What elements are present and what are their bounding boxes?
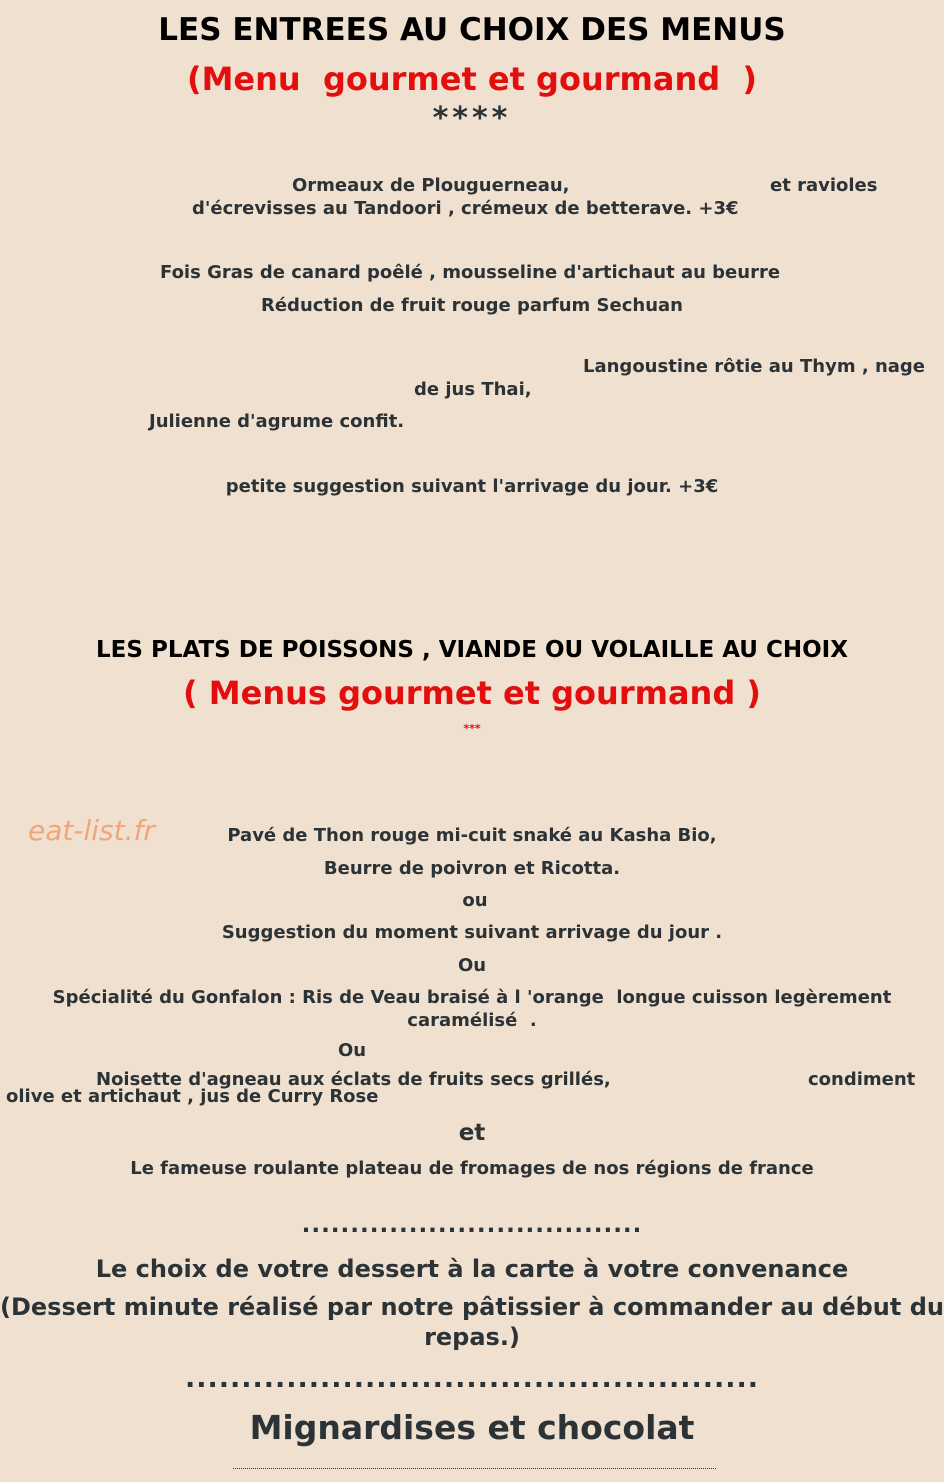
fromage-line: Le fameuse roulante plateau de fromages de nos régions de france <box>130 1158 814 1179</box>
dessert-line2a: (Dessert minute réalisé par notre pâtissier à commander au début du <box>0 1293 944 1321</box>
foie-gras-line1: Fois Gras de canard poêlé , mousseline d'artichaut au beurre <box>160 262 781 283</box>
suggestion-plat: Suggestion du moment suivant arrivage du jour . <box>221 922 723 943</box>
ou-separator-2: Ou <box>457 955 487 976</box>
langoustine-line2: de jus Thai, <box>414 379 532 400</box>
ou-separator-1: ou <box>462 890 488 911</box>
dessert-line1: Le choix de votre dessert à la carte à votre convenance <box>95 1255 849 1283</box>
bottom-dotted-rule <box>233 1468 716 1469</box>
ris-de-veau-line1: Spécialité du Gonfalon : Ris de Veau braisé à l 'orange longue cuisson legèrement <box>52 987 892 1008</box>
plats-stars: *** <box>463 722 481 735</box>
et-separator: et <box>458 1120 486 1146</box>
dots-separator-1: ................................... <box>301 1212 643 1238</box>
langoustine-line3: Julienne d'agrume confit. <box>149 411 405 432</box>
foie-gras-line2: Réduction de fruit rouge parfum Sechuan <box>260 295 683 316</box>
suggestion-entree: petite suggestion suivant l'arrivage du jour. +3€ <box>225 476 719 497</box>
thon-line2: Beurre de poivron et Ricotta. <box>323 858 621 879</box>
watermark-logo: eat-list.fr <box>28 814 155 847</box>
ris-de-veau-line2: caramélisé . <box>407 1010 537 1031</box>
plats-subtitle: ( Menus gourmet et gourmand ) <box>183 674 761 712</box>
entrees-subtitle: (Menu gourmet et gourmand ) <box>186 60 758 98</box>
langoustine-line1: Langoustine rôtie au Thym , nage <box>583 356 925 377</box>
agneau-line1a: Noisette d'agneau aux éclats de fruits secs grillés, <box>96 1069 611 1090</box>
ou-separator-3: Ou <box>338 1040 367 1061</box>
entrees-stars: **** <box>432 101 512 136</box>
plats-title: LES PLATS DE POISSONS , VIANDE OU VOLAILLE AU CHOIX <box>96 637 848 663</box>
mignardises-title: Mignardises et chocolat <box>249 1408 695 1447</box>
dots-separator-2: ................................................... <box>184 1363 760 1394</box>
ormeaux-line1a: Ormeaux de Plouguerneau, <box>292 175 570 196</box>
agneau-line2: olive et artichaut , jus de Curry Rose <box>6 1086 379 1107</box>
ormeaux-line2: d'écrevisses au Tandoori , crémeux de betterave. +3€ <box>192 198 739 219</box>
ormeaux-line1b: et ravioles <box>770 175 878 196</box>
entrees-title: LES ENTREES AU CHOIX DES MENUS <box>158 12 786 48</box>
agneau-line1b: condiment <box>808 1069 916 1090</box>
dessert-line2b: repas.) <box>424 1323 520 1351</box>
thon-line1: Pavé de Thon rouge mi-cuit snaké au Kasha Bio, <box>227 825 717 846</box>
